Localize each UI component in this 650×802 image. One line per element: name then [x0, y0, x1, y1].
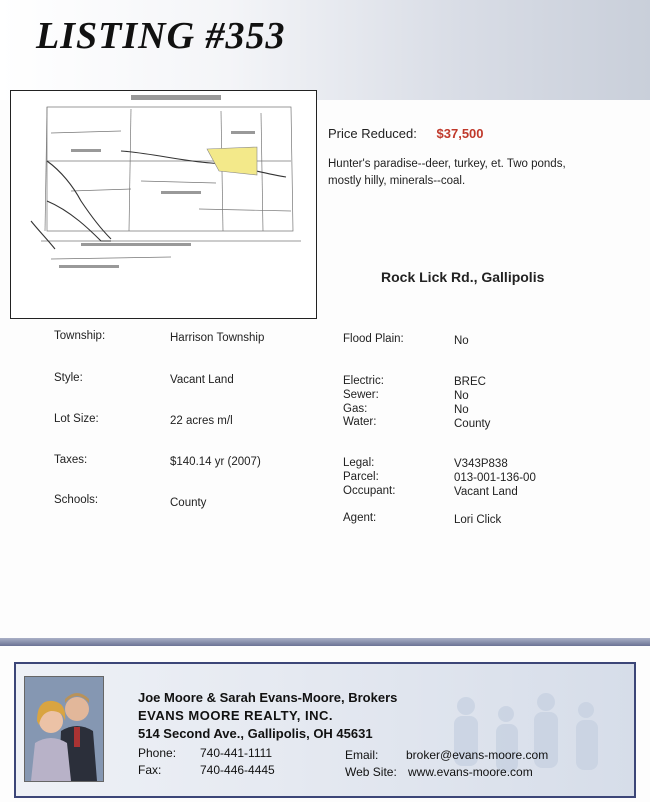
taxes-value: $140.14 yr (2007) [170, 456, 261, 468]
parcel-value: 013-001-136-00 [454, 472, 536, 484]
price-value: $37,500 [436, 126, 484, 141]
company-name: EVANS MOORE REALTY, INC. [138, 708, 333, 723]
brokers-photo [24, 676, 104, 782]
company-address: 514 Second Ave., Gallipolis, OH 45631 [138, 726, 373, 741]
sewer-label: Sewer: [343, 389, 379, 401]
plat-map-drawing [11, 91, 316, 318]
description-line: mostly hilly, minerals--coal. [328, 175, 466, 187]
schools-value: County [170, 497, 207, 509]
email-label: Email: [345, 748, 379, 762]
water-label: Water: [343, 416, 377, 428]
website-label: Web Site: [345, 765, 397, 779]
electric-label: Electric: [343, 375, 384, 387]
divider-band [0, 638, 650, 646]
fax-value: 740-446-4445 [200, 763, 275, 777]
listing-title: LISTING #353 [36, 15, 286, 57]
property-address: Rock Lick Rd., Gallipolis [381, 269, 545, 285]
flood-plain-value: No [454, 335, 469, 347]
occupant-value: Vacant Land [454, 486, 518, 498]
fax-label: Fax: [138, 763, 162, 777]
gas-value: No [454, 404, 469, 416]
water-value: County [454, 418, 491, 430]
broker-footer [14, 662, 636, 798]
phone-value: 740-441-1111 [200, 746, 273, 760]
phone-label: Phone: [138, 746, 177, 760]
schools-label: Schools: [54, 494, 99, 506]
township-label: Township: [54, 330, 106, 342]
flood-plain-label: Flood Plain: [343, 333, 404, 345]
occupant-label: Occupant: [343, 485, 396, 497]
sewer-value: No [454, 390, 469, 402]
plat-map [10, 90, 317, 319]
electric-value: BREC [454, 376, 486, 388]
style-label: Style: [54, 372, 83, 384]
email-value: broker@evans-moore.com [406, 748, 549, 762]
township-value: Harrison Township [170, 332, 265, 344]
legal-label: Legal: [343, 457, 375, 469]
legal-value: V343P838 [454, 458, 508, 470]
lot-size-value: 22 acres m/l [170, 415, 233, 427]
agent-value: Lori Click [454, 514, 502, 526]
taxes-label: Taxes: [54, 454, 88, 466]
agent-label: Agent: [343, 512, 377, 524]
lot-size-label: Lot Size: [54, 413, 99, 425]
style-value: Vacant Land [170, 374, 234, 386]
price-row [328, 126, 484, 141]
description-line: Hunter's paradise--deer, turkey, et. Two ponds, [328, 158, 566, 170]
brokers-names: Joe Moore & Sarah Evans-Moore, Brokers [138, 690, 398, 705]
parcel-label: Parcel: [343, 471, 379, 483]
website-value: www.evans-moore.com [408, 765, 533, 779]
property-description [328, 156, 628, 190]
gas-label: Gas: [343, 403, 368, 415]
price-label: Price Reduced: [328, 126, 417, 141]
